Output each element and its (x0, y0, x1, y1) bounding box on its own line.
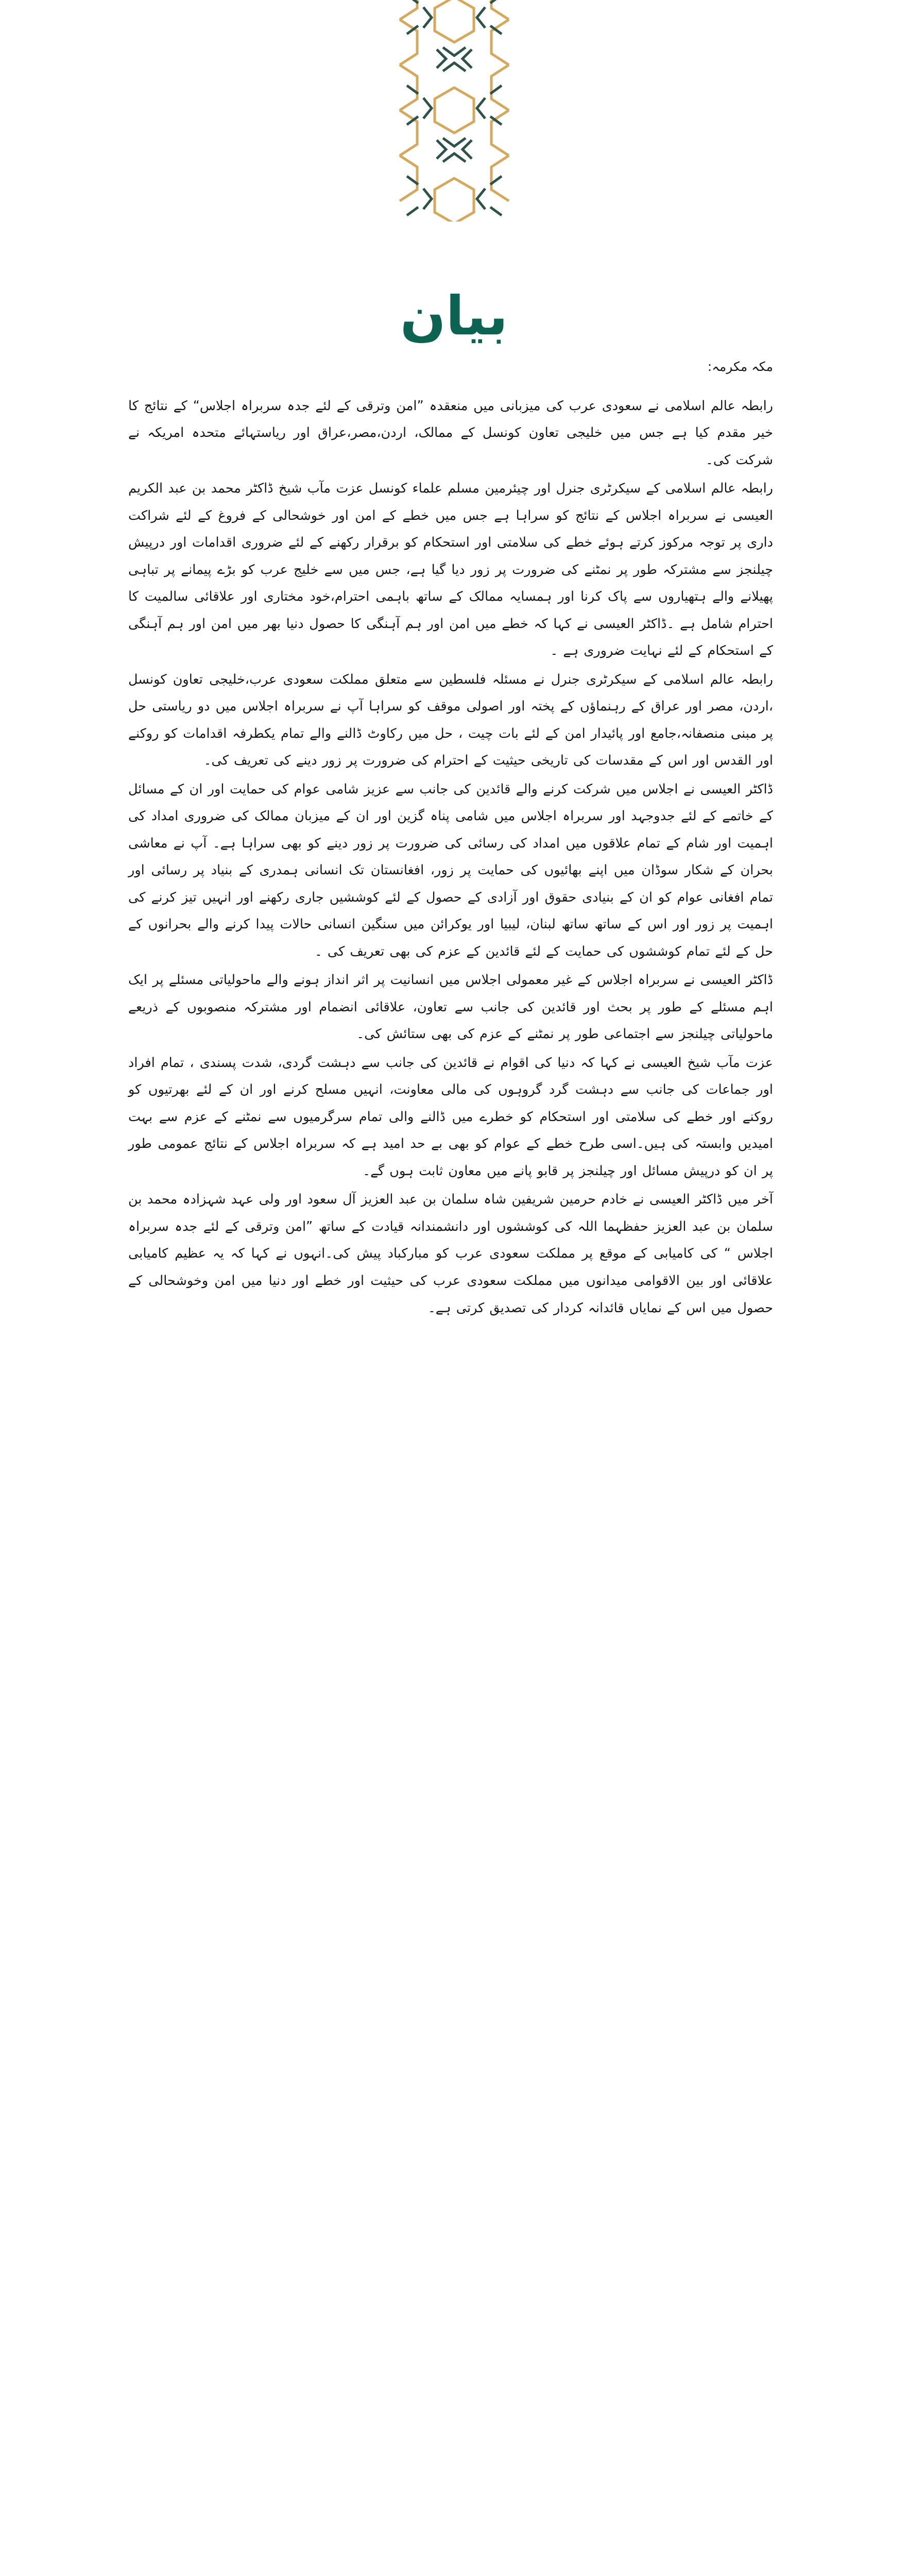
paragraph-7: آخر میں ڈاکٹر العیسی نے خادم حرمین شریفین شاہ سلمان بن عبد العزیز آل سعود اور ولی عہد شہزادہ محمد بن سلمان بن عبد العزیز حفظہما اللہ کی کوششوں اور دانشمندانہ قیادت کے ساتھ ”امن وترقی کے لئے جدہ سربراہ اجلاس “ کی کامیابی کے موقع پر مملکت سعودی عرب کو مبارکباد پیش کی۔انہوں نے کہا کہ یہ عظیم کامیابی علاقائی اور بین الاقوامی میدانوں میں مملکت سعودی عرب کی حیثیت اور خطے اور دنیا میں امن وخوشحالی کے حصول میں اس کے نمایاں قائدانہ کردار کی تصدیق کرتی ہے۔ (128, 1192, 773, 1316)
geometric-pattern-icon (387, 0, 521, 222)
page-title: بیان (400, 284, 508, 347)
paragraph-4: ڈاکٹر العیسی نے اجلاس میں شرکت کرنے والے قائدین کی جانب سے عزیز شامی عوام کی حمایت اور ان کے مسائل کے خاتمے کے لئے جدوجہد اور سربراہ اجلاس میں شامی پناہ گزین اور ان کے میزبان ممالک کی ضروری امداد کی اہمیت اور شام کے تمام علاقوں میں امداد کی رسائی کی ضرورت پر زور دینے کو بھی سراہا ہے۔ آپ نے معاشی بحران کے شکار سوڈان میں اپنے بھائیوں کی حمایت پر زور، افغانستان تک انسانی ہمدری کے بنیاد پر رسائی اور تمام افغانی عوام کو ان کے بنیادی حقوق اور آزادی کے حصول کے لئے کوششیں جاری رکھنے اور انہیں تیز کرنے کی اہمیت پر زور اور اس کے ساتھ ساتھ لبنان، لیبیا اور یوکرائن میں سنگین انسانی حالات پیدا کرنے والے بحرانوں کے حل کے لئے تمام کوششوں کی حمایت کے لئے قائدین کے عزم کی بھی تعریف کی ۔ (128, 781, 773, 959)
article-body (128, 354, 773, 1323)
footer (0, 1956, 908, 2110)
dateline: مکہ مکرمہ: (707, 359, 773, 374)
paragraph-5: ڈاکٹر العیسی نے سربراہ اجلاس کے غیر معمولی اجلاس میں انسانیت پر اثر انداز ہونے والے ماحولیاتی مسئلے پر ایک اہم مسئلے کے طور پر بحث اور قائدین کی جانب سے تعاون، علاقائی انضمام اور مشترکہ منصوبوں کے ذریعے ماحولیاتی چیلنجز سے اجتماعی طور پر نمٹنے کے عزم کی بھی ستائش کی۔ (128, 972, 773, 1042)
paragraph-6: عزت مآب شیخ العیسی نے کہا کہ دنیا کی اقوام نے قائدین کی جانب سے دہشت گردی، شدت پسندی ، تمام افراد اور جماعات کی جانب سے دہشت گرد گروہوں کی مالی معاونت، انہیں مسلح کرنے اور ان کے لئے بھرتیوں کو روکنے اور خطے کی سلامتی اور استحکام کو خطرے میں ڈالنے والی تمام سرگرمیوں سے نمٹنے کے عزم سے بہت امیدیں وابستہ کی ہیں۔اسی طرح خطے کے عوام کو بھی بے حد امید ہے کہ سربراہ اجلاس کے نتائج عمومی طور پر ان کو درپیش مسائل اور چیلنجز پر قابو پانے میں معاون ثابت ہوں گے۔ (128, 1055, 773, 1179)
paragraph-3: رابطہ عالم اسلامی کے سیکرٹری جنرل نے مسئلہ فلسطین سے متعلق مملکت سعودی عرب،خلیجی تعاون کونسل ،اردن، مصر اور عراق کے رہنماؤں کے پختہ اور اصولی موقف کو سراہا آپ نے سربراہ اجلاس میں دو ریاستی حل پر مبنی منصفانہ،جامع اور پائیدار امن کے لئے بات چیت ، حل میں رکاوٹ ڈالنے والے تمام یکطرفہ اقدامات کو روکنے اور القدس اور اس کے مقدسات کی تاریخی حیثیت کے احترام کی ضرورت پر زور دینے کی تعریف کی۔ (128, 671, 773, 769)
paragraph-2: رابطہ عالم اسلامی کے سیکرٹری جنرل اور چیئرمین مسلم علماء کونسل عزت مآب شیخ ڈاکٹر محمد بن عبد الکریم العیسی نے سربراہ اجلاس کے نتائج کو سراہا ہے جس میں خطے کے امن اور خوشحالی کے فروغ کے لئے شراکت داری پر توجہ مرکوز کرتے ہوئے خطے کی سلامتی اور استحکام کو برقرار رکھنے کے لئے ضروری اقدامات اور درپیش چیلنجز سے مشترکہ طور پر نمٹنے کی ضرورت پر زور دیا گیا ہے، جس میں سے خلیج عرب کو بڑے پیمانے پر تباہی پھیلانے والے ہتھیاروں سے پاک کرنا اور ہمسایہ ممالک کے ساتھ باہمی احترام،خود مختاری اور علاقائی سالمیت کا احترام شامل ہے ۔ڈاکٹر العیسی نے کہا کہ خطے میں امن اور ہم آہنگی کا حصول دنیا بھر میں امن اور ہم آہنگی کے استحکام کے لئے نہایت ضروری ہے ۔ (128, 481, 773, 659)
header-ornament (0, 0, 908, 222)
paragraph-1: رابطہ عالم اسلامی نے سعودی عرب کی میزبانی میں منعقدہ ”امن وترقی کے لئے جدہ سربراہ اجلاس“ کے نتائج کا خیر مقدم کیا ہے جس میں خلیجی تعاون کونسل کے ممالک، اردن،مصر،عراق اور ریاستہائے متحدہ امریکہ نے شرکت کی۔ (128, 398, 773, 468)
